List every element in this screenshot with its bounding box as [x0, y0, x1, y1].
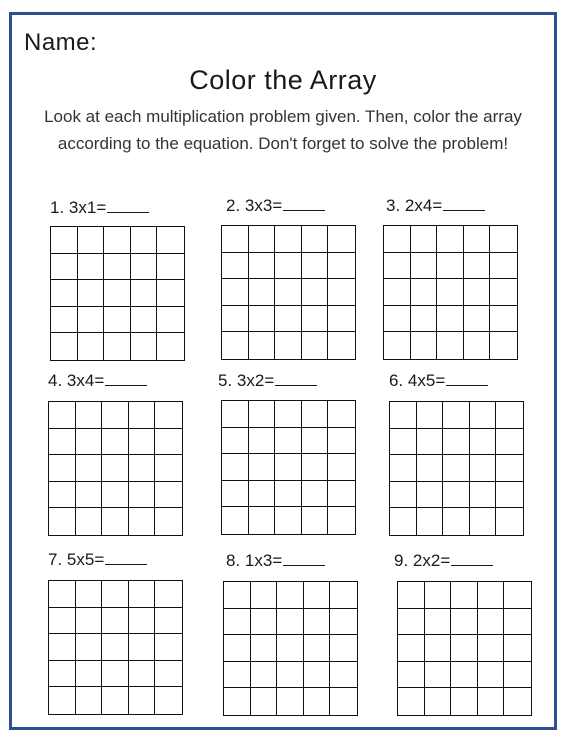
array-cell[interactable]	[398, 609, 425, 636]
array-cell[interactable]	[425, 662, 452, 689]
problem-number: 2.	[226, 196, 241, 215]
array-cell[interactable]	[302, 401, 329, 428]
array-cell[interactable]	[277, 582, 304, 609]
array-cell[interactable]	[157, 254, 184, 281]
array-cell[interactable]	[49, 634, 76, 661]
array-cell[interactable]	[277, 635, 304, 662]
array-cell[interactable]	[437, 253, 464, 280]
array-cell[interactable]	[157, 280, 184, 307]
array-cell[interactable]	[490, 253, 517, 280]
array-cell[interactable]	[390, 402, 417, 429]
array-cell[interactable]	[302, 306, 329, 333]
array-cell[interactable]	[275, 332, 302, 359]
array-cell[interactable]	[504, 662, 531, 689]
array-cell[interactable]	[76, 634, 103, 661]
array-cell[interactable]	[222, 226, 249, 253]
array-cell[interactable]	[49, 687, 76, 714]
array-cell[interactable]	[131, 333, 158, 360]
array-cell[interactable]	[275, 253, 302, 280]
array-cell[interactable]	[78, 227, 105, 254]
array-cell[interactable]	[76, 508, 103, 535]
array-cell[interactable]	[417, 508, 444, 535]
array-cell[interactable]	[277, 662, 304, 689]
problem-number: 7.	[48, 550, 63, 569]
problem-number: 6.	[389, 371, 404, 390]
array-cell[interactable]	[328, 253, 355, 280]
array-cell[interactable]	[304, 609, 331, 636]
array-cell[interactable]	[384, 226, 411, 253]
array-cell[interactable]	[302, 253, 329, 280]
array-cell[interactable]	[437, 332, 464, 359]
array-cell[interactable]	[249, 454, 276, 481]
array-cell[interactable]	[249, 428, 276, 455]
array-cell[interactable]	[470, 402, 497, 429]
array-cell[interactable]	[129, 687, 156, 714]
instructions-text: Look at each multiplication problem given. Then, color the array according to the equation. Don't forget to solve the problem!	[44, 107, 522, 153]
array-cell[interactable]	[330, 582, 357, 609]
array-cell[interactable]	[464, 253, 491, 280]
answer-line[interactable]	[105, 550, 147, 565]
array-cell[interactable]	[129, 402, 156, 429]
array-cell[interactable]	[411, 332, 438, 359]
array-grid-5[interactable]	[221, 400, 356, 535]
array-cell[interactable]	[302, 454, 329, 481]
array-cell[interactable]	[102, 608, 129, 635]
array-cell[interactable]	[275, 481, 302, 508]
array-cell[interactable]	[129, 508, 156, 535]
array-cell[interactable]	[224, 635, 251, 662]
array-cell[interactable]	[425, 688, 452, 715]
problem-equation: 3x4=	[66, 371, 105, 390]
array-cell[interactable]	[129, 429, 156, 456]
problem-equation: 3x3=	[244, 196, 283, 215]
array-cell[interactable]	[302, 428, 329, 455]
array-cell[interactable]	[277, 688, 304, 715]
array-cell[interactable]	[131, 280, 158, 307]
array-cell[interactable]	[102, 581, 129, 608]
array-cell[interactable]	[104, 280, 131, 307]
page-title: Color the Array	[189, 65, 377, 95]
array-cell[interactable]	[390, 429, 417, 456]
array-cell[interactable]	[437, 306, 464, 333]
array-cell[interactable]	[328, 279, 355, 306]
array-cell[interactable]	[275, 306, 302, 333]
array-cell[interactable]	[330, 635, 357, 662]
array-cell[interactable]	[302, 507, 329, 534]
array-cell[interactable]	[78, 307, 105, 334]
array-cell[interactable]	[451, 688, 478, 715]
array-cell[interactable]	[102, 661, 129, 688]
array-cell[interactable]	[104, 227, 131, 254]
problem-number: 3.	[386, 196, 401, 215]
array-cell[interactable]	[49, 482, 76, 509]
array-cell[interactable]	[504, 688, 531, 715]
array-cell[interactable]	[478, 609, 505, 636]
array-cell[interactable]	[275, 226, 302, 253]
array-cell[interactable]	[251, 662, 278, 689]
array-cell[interactable]	[249, 306, 276, 333]
array-cell[interactable]	[451, 635, 478, 662]
array-cell[interactable]	[129, 661, 156, 688]
array-cell[interactable]	[249, 226, 276, 253]
answer-line[interactable]	[443, 196, 485, 211]
array-cell[interactable]	[51, 307, 78, 334]
array-cell[interactable]	[328, 332, 355, 359]
array-cell[interactable]	[249, 401, 276, 428]
array-cell[interactable]	[222, 454, 249, 481]
array-cell[interactable]	[411, 226, 438, 253]
array-cell[interactable]	[249, 279, 276, 306]
array-cell[interactable]	[504, 609, 531, 636]
array-cell[interactable]	[104, 333, 131, 360]
array-cell[interactable]	[490, 306, 517, 333]
array-cell[interactable]	[425, 582, 452, 609]
array-cell[interactable]	[302, 279, 329, 306]
array-cell[interactable]	[384, 279, 411, 306]
array-cell[interactable]	[304, 635, 331, 662]
array-cell[interactable]	[304, 662, 331, 689]
array-cell[interactable]	[102, 482, 129, 509]
array-cell[interactable]	[157, 307, 184, 334]
array-cell[interactable]	[155, 455, 182, 482]
array-cell[interactable]	[411, 253, 438, 280]
array-cell[interactable]	[398, 635, 425, 662]
array-cell[interactable]	[104, 254, 131, 281]
problem-number: 5.	[218, 371, 233, 390]
array-cell[interactable]	[157, 227, 184, 254]
array-cell[interactable]	[249, 253, 276, 280]
array-cell[interactable]	[78, 254, 105, 281]
array-cell[interactable]	[251, 688, 278, 715]
array-cell[interactable]	[451, 662, 478, 689]
array-cell[interactable]	[302, 332, 329, 359]
array-cell[interactable]	[277, 609, 304, 636]
array-grid-9[interactable]	[397, 581, 532, 716]
array-cell[interactable]	[155, 482, 182, 509]
answer-line[interactable]	[275, 371, 317, 386]
array-cell[interactable]	[102, 634, 129, 661]
array-cell[interactable]	[390, 482, 417, 509]
array-cell[interactable]	[222, 279, 249, 306]
array-cell[interactable]	[328, 507, 355, 534]
array-cell[interactable]	[384, 253, 411, 280]
problem-5-label	[218, 371, 317, 391]
array-cell[interactable]	[398, 688, 425, 715]
problem-equation: 1x3=	[244, 551, 283, 570]
answer-line[interactable]	[283, 196, 325, 211]
array-cell[interactable]	[102, 687, 129, 714]
problem-equation: 5x5=	[66, 550, 105, 569]
array-cell[interactable]	[76, 429, 103, 456]
array-cell[interactable]	[328, 401, 355, 428]
array-cell[interactable]	[155, 687, 182, 714]
problem-7-label	[48, 550, 147, 570]
array-cell[interactable]	[51, 280, 78, 307]
problem-equation: 2x4=	[404, 196, 443, 215]
array-cell[interactable]	[496, 508, 523, 535]
array-cell[interactable]	[49, 608, 76, 635]
array-grid-2[interactable]	[221, 225, 356, 360]
problem-2-label	[226, 196, 325, 216]
array-cell[interactable]	[302, 481, 329, 508]
array-cell[interactable]	[384, 306, 411, 333]
array-cell[interactable]	[222, 253, 249, 280]
array-cell[interactable]	[275, 507, 302, 534]
array-cell[interactable]	[490, 226, 517, 253]
problem-1-label	[50, 198, 149, 218]
array-cell[interactable]	[443, 455, 470, 482]
problem-number: 1.	[50, 198, 65, 217]
array-cell[interactable]	[224, 609, 251, 636]
array-cell[interactable]	[155, 608, 182, 635]
answer-line[interactable]	[105, 371, 147, 386]
array-cell[interactable]	[76, 482, 103, 509]
array-cell[interactable]	[464, 332, 491, 359]
array-cell[interactable]	[102, 455, 129, 482]
array-cell[interactable]	[129, 455, 156, 482]
array-cell[interactable]	[411, 306, 438, 333]
array-cell[interactable]	[76, 608, 103, 635]
array-cell[interactable]	[417, 402, 444, 429]
array-cell[interactable]	[398, 662, 425, 689]
array-cell[interactable]	[425, 635, 452, 662]
array-cell[interactable]	[443, 429, 470, 456]
array-cell[interactable]	[222, 428, 249, 455]
array-cell[interactable]	[330, 609, 357, 636]
array-cell[interactable]	[78, 333, 105, 360]
array-cell[interactable]	[222, 507, 249, 534]
array-cell[interactable]	[328, 454, 355, 481]
array-cell[interactable]	[249, 481, 276, 508]
array-cell[interactable]	[398, 582, 425, 609]
array-grid-4[interactable]	[48, 401, 183, 536]
problem-equation: 2x2=	[412, 551, 451, 570]
answer-line[interactable]	[451, 551, 493, 566]
array-cell[interactable]	[76, 581, 103, 608]
array-cell[interactable]	[417, 482, 444, 509]
array-cell[interactable]	[51, 254, 78, 281]
array-cell[interactable]	[496, 482, 523, 509]
array-cell[interactable]	[222, 306, 249, 333]
answer-line[interactable]	[107, 198, 149, 213]
array-cell[interactable]	[224, 582, 251, 609]
array-cell[interactable]	[129, 634, 156, 661]
problem-equation: 3x1=	[68, 198, 107, 217]
array-cell[interactable]	[464, 226, 491, 253]
problem-equation: 4x5=	[407, 371, 446, 390]
problem-number: 8.	[226, 551, 241, 570]
array-cell[interactable]	[155, 661, 182, 688]
array-cell[interactable]	[464, 306, 491, 333]
array-cell[interactable]	[328, 226, 355, 253]
name-label: Name:	[24, 29, 98, 56]
array-cell[interactable]	[49, 508, 76, 535]
array-cell[interactable]	[155, 634, 182, 661]
array-cell[interactable]	[417, 455, 444, 482]
array-cell[interactable]	[49, 581, 76, 608]
array-cell[interactable]	[417, 429, 444, 456]
array-cell[interactable]	[249, 332, 276, 359]
array-cell[interactable]	[251, 582, 278, 609]
array-cell[interactable]	[304, 582, 331, 609]
array-cell[interactable]	[49, 402, 76, 429]
array-cell[interactable]	[102, 402, 129, 429]
array-grid-6[interactable]	[389, 401, 524, 536]
array-cell[interactable]	[496, 429, 523, 456]
array-cell[interactable]	[224, 662, 251, 689]
problem-4-label	[48, 371, 147, 391]
array-cell[interactable]	[478, 688, 505, 715]
problem-3-label	[386, 196, 485, 216]
array-cell[interactable]	[102, 429, 129, 456]
array-cell[interactable]	[275, 428, 302, 455]
array-cell[interactable]	[222, 332, 249, 359]
array-cell[interactable]	[464, 279, 491, 306]
array-cell[interactable]	[222, 401, 249, 428]
array-grid-8[interactable]	[223, 581, 358, 716]
array-cell[interactable]	[102, 508, 129, 535]
array-cell[interactable]	[390, 455, 417, 482]
array-cell[interactable]	[78, 280, 105, 307]
problem-6-label	[389, 371, 488, 391]
array-cell[interactable]	[249, 507, 276, 534]
array-cell[interactable]	[328, 481, 355, 508]
array-cell[interactable]	[49, 661, 76, 688]
array-cell[interactable]	[451, 609, 478, 636]
array-cell[interactable]	[504, 635, 531, 662]
array-cell[interactable]	[104, 307, 131, 334]
array-cell[interactable]	[451, 582, 478, 609]
array-cell[interactable]	[478, 635, 505, 662]
answer-line[interactable]	[446, 371, 488, 386]
array-cell[interactable]	[251, 635, 278, 662]
array-cell[interactable]	[129, 581, 156, 608]
array-cell[interactable]	[490, 279, 517, 306]
array-cell[interactable]	[251, 609, 278, 636]
array-cell[interactable]	[328, 306, 355, 333]
array-cell[interactable]	[157, 333, 184, 360]
array-grid-1[interactable]	[50, 226, 185, 361]
array-cell[interactable]	[275, 279, 302, 306]
problem-number: 9.	[394, 551, 409, 570]
array-cell[interactable]	[470, 508, 497, 535]
array-cell[interactable]	[443, 508, 470, 535]
array-cell[interactable]	[478, 582, 505, 609]
problem-8-label	[226, 551, 325, 571]
array-cell[interactable]	[131, 307, 158, 334]
array-grid-3[interactable]	[383, 225, 518, 360]
array-cell[interactable]	[470, 429, 497, 456]
array-cell[interactable]	[496, 402, 523, 429]
array-cell[interactable]	[390, 508, 417, 535]
array-cell[interactable]	[437, 279, 464, 306]
array-cell[interactable]	[76, 402, 103, 429]
array-cell[interactable]	[443, 402, 470, 429]
array-cell[interactable]	[49, 455, 76, 482]
array-cell[interactable]	[129, 482, 156, 509]
array-cell[interactable]	[76, 455, 103, 482]
array-cell[interactable]	[330, 688, 357, 715]
array-cell[interactable]	[155, 581, 182, 608]
array-cell[interactable]	[330, 662, 357, 689]
array-cell[interactable]	[76, 661, 103, 688]
array-cell[interactable]	[304, 688, 331, 715]
array-grid-7[interactable]	[48, 580, 183, 715]
array-cell[interactable]	[129, 608, 156, 635]
array-cell[interactable]	[504, 582, 531, 609]
array-cell[interactable]	[496, 455, 523, 482]
array-cell[interactable]	[222, 481, 249, 508]
array-cell[interactable]	[443, 482, 470, 509]
array-cell[interactable]	[155, 508, 182, 535]
problem-9-label	[394, 551, 493, 571]
array-cell[interactable]	[384, 332, 411, 359]
array-cell[interactable]	[51, 333, 78, 360]
array-cell[interactable]	[478, 662, 505, 689]
array-cell[interactable]	[275, 401, 302, 428]
answer-line[interactable]	[283, 551, 325, 566]
array-cell[interactable]	[437, 226, 464, 253]
array-cell[interactable]	[155, 402, 182, 429]
array-cell[interactable]	[302, 226, 329, 253]
array-cell[interactable]	[490, 332, 517, 359]
array-cell[interactable]	[155, 429, 182, 456]
array-cell[interactable]	[51, 227, 78, 254]
problem-equation: 3x2=	[236, 371, 275, 390]
array-cell[interactable]	[328, 428, 355, 455]
array-cell[interactable]	[411, 279, 438, 306]
array-cell[interactable]	[275, 454, 302, 481]
array-cell[interactable]	[131, 254, 158, 281]
array-cell[interactable]	[131, 227, 158, 254]
array-cell[interactable]	[470, 455, 497, 482]
worksheet-frame	[9, 12, 557, 730]
array-cell[interactable]	[470, 482, 497, 509]
problem-number: 4.	[48, 371, 63, 390]
array-cell[interactable]	[224, 688, 251, 715]
array-cell[interactable]	[49, 429, 76, 456]
array-cell[interactable]	[425, 609, 452, 636]
array-cell[interactable]	[76, 687, 103, 714]
